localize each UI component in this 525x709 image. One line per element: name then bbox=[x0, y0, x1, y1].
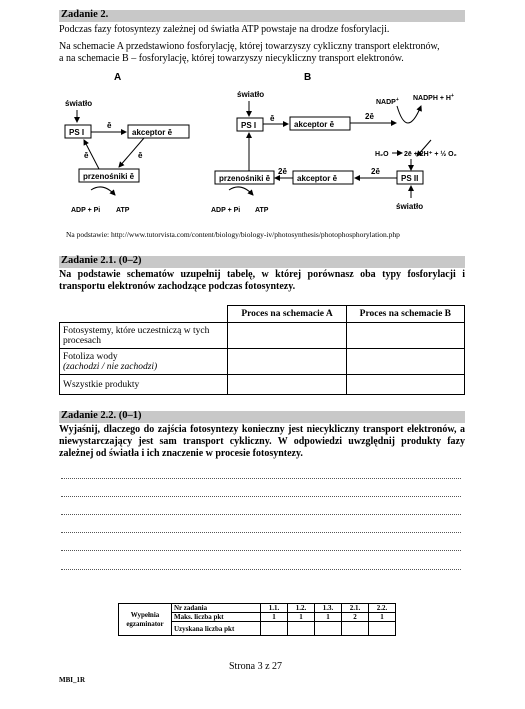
row-label-products: Wszystkie produkty bbox=[60, 375, 228, 395]
adp-label-a: ADP + Pi bbox=[71, 207, 101, 214]
task2-line-a: Na schemacie A przedstawiono fosforylację, której towarzyszy cykliczny transport elektronów, bbox=[59, 41, 440, 52]
adp-label-b: ADP + Pi bbox=[211, 207, 241, 214]
score-got-cell[interactable] bbox=[369, 622, 396, 636]
atp-label-a: ATP bbox=[116, 207, 130, 214]
score-got-cell[interactable] bbox=[261, 622, 288, 636]
score-max-value: 1 bbox=[369, 613, 396, 622]
answer-cell-1a[interactable] bbox=[228, 323, 346, 349]
score-got-cell[interactable] bbox=[288, 622, 315, 636]
acceptor-label-b1: akceptor ē bbox=[294, 120, 335, 129]
answer-cell-1b[interactable] bbox=[346, 323, 464, 349]
score-got-cell[interactable] bbox=[315, 622, 342, 636]
score-table-side-label: Wypełnia egzaminator bbox=[119, 604, 172, 636]
task2-header: Zadanie 2. bbox=[61, 9, 109, 20]
score-max-value: 1 bbox=[315, 613, 342, 622]
row-label-photosystems: Fotosystemy, które uczestniczą w tych procesach bbox=[60, 323, 228, 349]
exam-code: MBI_1R bbox=[59, 676, 86, 684]
answer-cell-2a[interactable] bbox=[228, 349, 346, 375]
task21-instruction: Na podstawie schematów uzupełnij tabelę, w której porównasz oba typy fosforylacji i transportu elektronów zachodzące podczas fotosyntezy. bbox=[59, 269, 465, 292]
two-electrons-label-b2: 2ē bbox=[371, 167, 380, 176]
source-citation: Na podstawie: http://www.tutorvista.com/content/biology/biology-iv/photosynthesis/photophosphorylation.php bbox=[66, 230, 400, 239]
electron-label-a2: ē bbox=[138, 151, 143, 160]
task22-instruction: Wyjaśnij, dlaczego do zajścia fotosyntezy konieczny jest niecykliczny transport elektronów, a niewystarczający jest sam transport cykliczny. W odpowiedzi uwzględnij produkty fazy zależnej od światła i ich znaczenie w procesie fotosyntezy. bbox=[59, 424, 465, 459]
atp-label-b: ATP bbox=[255, 207, 269, 214]
column-header-a: Proces na schemacie A bbox=[228, 306, 346, 323]
page-number: Strona 3 z 27 bbox=[229, 661, 283, 672]
photophosphorylation-diagram bbox=[59, 70, 469, 220]
answer-line-2[interactable] bbox=[61, 496, 461, 497]
diagram-a-label: A bbox=[114, 72, 122, 83]
water-label: H₂O bbox=[375, 151, 389, 158]
score-row-max-label: Maks. liczba pkt bbox=[172, 613, 261, 622]
two-electrons-label-b1: 2ē bbox=[365, 112, 374, 121]
electron-label-a3: ē bbox=[84, 151, 89, 160]
answer-cell-2b[interactable] bbox=[346, 349, 464, 375]
acceptor-label-b2: akceptor ē bbox=[297, 174, 338, 183]
score-row-task-label: Nr zadania bbox=[172, 604, 261, 613]
light-label-a: światło bbox=[65, 99, 93, 108]
answer-line-3[interactable] bbox=[61, 514, 461, 515]
task22-header: Zadanie 2.2. (0–1) bbox=[61, 410, 142, 421]
electron-label-b1: ē bbox=[270, 114, 275, 123]
two-electrons-label-b3: 2ē bbox=[278, 167, 287, 176]
answer-line-6[interactable] bbox=[61, 569, 461, 570]
answer-line-1[interactable] bbox=[61, 478, 461, 479]
carriers-label-b: przenośniki ē bbox=[219, 174, 271, 183]
electron-label-a1: ē bbox=[107, 121, 112, 130]
answer-line-4[interactable] bbox=[61, 532, 461, 533]
score-table bbox=[118, 603, 396, 636]
task2-intro: Podczas fazy fotosyntezy zależnej od światła ATP powstaje na drodze fosforylacji. bbox=[59, 24, 390, 35]
comparison-table bbox=[59, 305, 465, 395]
task2-header-bar bbox=[59, 10, 465, 22]
score-task-number: 2.2. bbox=[369, 604, 396, 613]
task21-header-bar bbox=[59, 256, 465, 268]
ps1-label-b: PS I bbox=[241, 121, 257, 130]
score-task-number: 2.1. bbox=[342, 604, 369, 613]
water-products-label: 2ē + 2H⁺ + ½ O₂ bbox=[404, 151, 457, 158]
ps2-label: PS II bbox=[401, 174, 419, 183]
column-header-b: Proces na schemacie B bbox=[346, 306, 464, 323]
answer-cell-3a[interactable] bbox=[228, 375, 346, 395]
score-row-got-label: Uzyskana liczba pkt bbox=[172, 622, 261, 636]
ps1-label-a: PS I bbox=[69, 128, 85, 137]
light-label-b2: światło bbox=[396, 202, 424, 211]
score-max-value: 1 bbox=[288, 613, 315, 622]
answer-cell-3b[interactable] bbox=[346, 375, 464, 395]
nadp-label: NADP+ bbox=[376, 97, 399, 106]
score-task-number: 1.1. bbox=[261, 604, 288, 613]
score-max-value: 2 bbox=[342, 613, 369, 622]
score-task-number: 1.3. bbox=[315, 604, 342, 613]
diagram-b-label: B bbox=[304, 72, 312, 83]
score-got-cell[interactable] bbox=[342, 622, 369, 636]
nadph-label: NADPH + H+ bbox=[413, 93, 454, 102]
row-label-photolysis: Fotoliza wody (zachodzi / nie zachodzi) bbox=[60, 349, 228, 375]
light-label-b1: światło bbox=[237, 90, 265, 99]
task22-header-bar bbox=[59, 411, 465, 423]
answer-line-5[interactable] bbox=[61, 550, 461, 551]
acceptor-label-a: akceptor ē bbox=[132, 128, 173, 137]
task21-header: Zadanie 2.1. (0–2) bbox=[61, 255, 142, 266]
carriers-label-a: przenośniki ē bbox=[83, 172, 135, 181]
task2-line-b: a na schemacie B – fosforylację, której towarzyszy niecykliczny transport elektronów. bbox=[59, 53, 404, 64]
score-max-value: 1 bbox=[261, 613, 288, 622]
score-task-number: 1.2. bbox=[288, 604, 315, 613]
